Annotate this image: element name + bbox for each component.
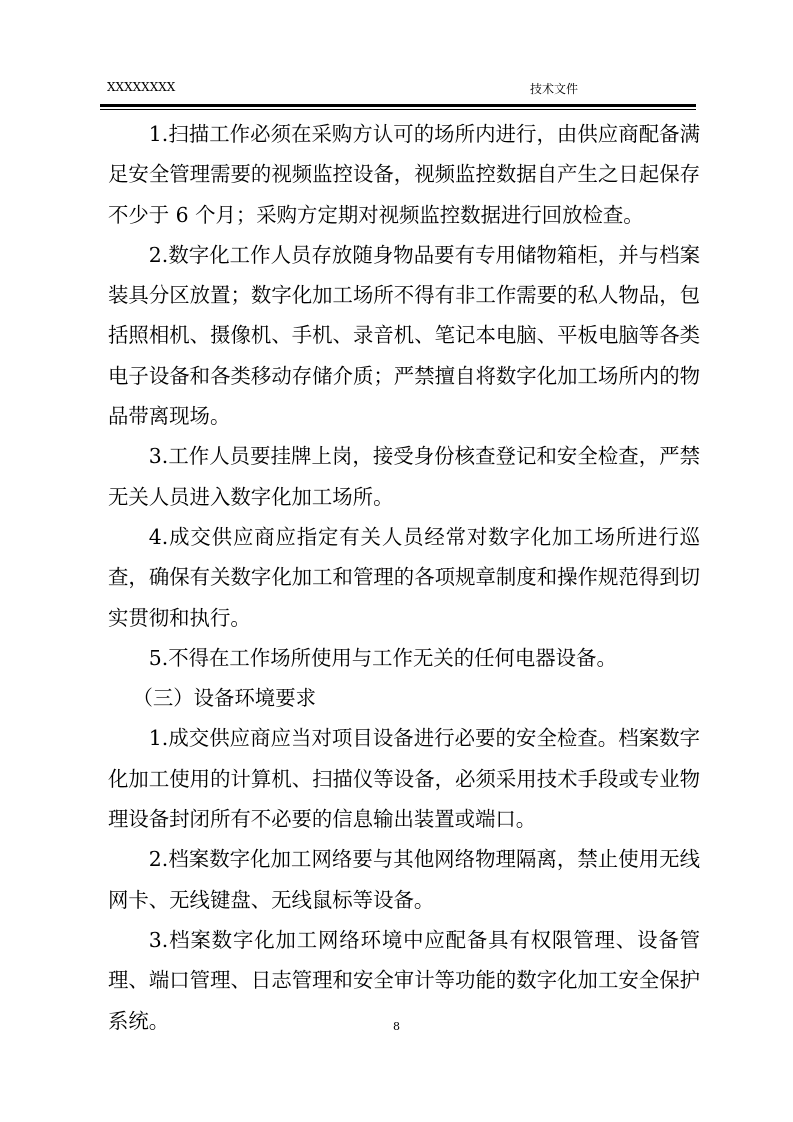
- section-heading: （三）设备环境要求: [132, 686, 316, 711]
- body-paragraph-5: 5.不得在工作场所使用与工作无关的任何电器设备。: [148, 645, 617, 670]
- section-paragraph-1: 1.成交供应商应当对项目设备进行必要的安全检查。档案数字化加工使用的计算机、扫描仪等设备，必须采用技术手段或专业物理设备封闭所有不必要的信息输出装置或端口。: [108, 726, 700, 832]
- body-paragraph-2: 2.数字化工作人员存放随身物品要有专用储物箱柜，并与档案装具分区放置；数字化加工场所不得有非工作需要的私人物品，包括照相机、摄像机、手机、录音机、笔记本电脑、平板电脑等各类电子设备和各类移动存储介质；严禁擅自将数字化加工场所内的物品带离现场。: [108, 242, 700, 429]
- body-paragraph-4: 4.成交供应商应指定有关人员经常对数字化加工场所进行巡查，确保有关数字化加工和管理的各项规章制度和操作规范得到切实贯彻和执行。: [108, 524, 700, 630]
- document-body: [108, 114, 700, 1041]
- section-paragraph-2: 2.档案数字化加工网络要与其他网络物理隔离，禁止使用无线网卡、无线键盘、无线鼠标等设备。: [108, 847, 700, 912]
- header-doc-id: XXXXXXXX: [107, 80, 176, 94]
- header-rule-thick: [100, 104, 696, 107]
- header-rule-thin: [100, 109, 696, 110]
- body-paragraph-3: 3.工作人员要挂牌上岗，接受身份核查登记和安全检查，严禁无关人员进入数字化加工场所。: [108, 444, 700, 509]
- body-paragraph-1: 1.扫描工作必须在采购方认可的场所内进行，由供应商配备满足安全管理需要的视频监控设备，视频监控数据自产生之日起保存不少于 6 个月；采购方定期对视频监控数据进行回放检查。: [108, 122, 700, 227]
- page-header: [105, 80, 695, 98]
- page-number: 8: [393, 1020, 400, 1033]
- section-paragraph-3: 3.档案数字化加工网络环境中应配备具有权限管理、设备管理、端口管理、日志管理和安全审计等功能的数字化加工安全保护系统。: [108, 927, 700, 1033]
- header-doc-type: 技术文件: [530, 82, 579, 96]
